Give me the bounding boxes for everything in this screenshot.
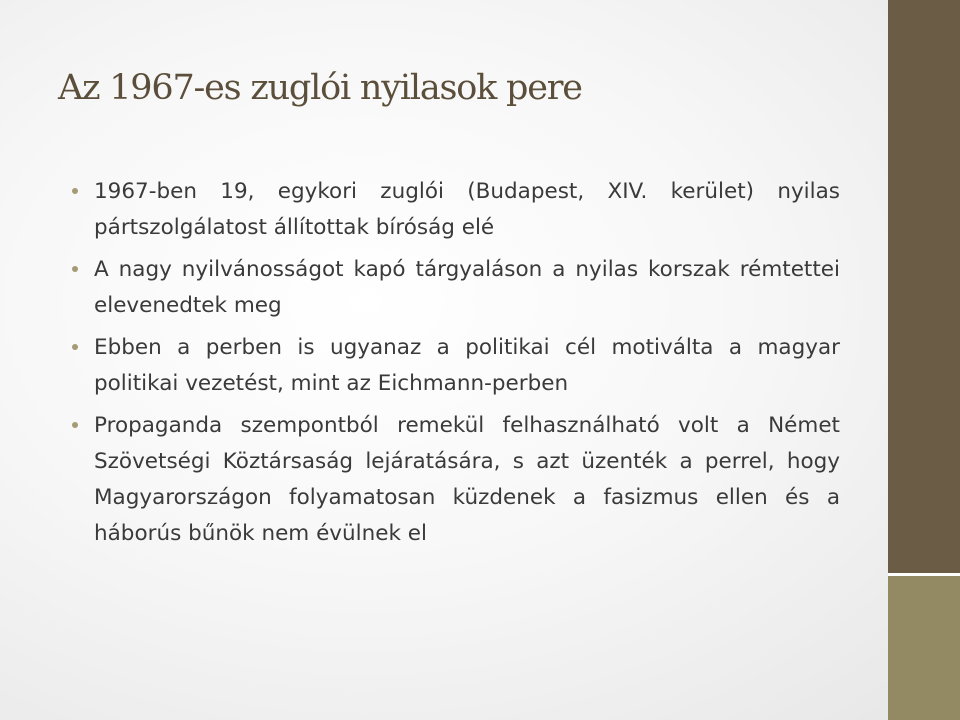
bullet-dot-icon	[72, 266, 78, 272]
bullet-item	[72, 408, 840, 552]
bullet-item	[72, 330, 840, 402]
bullet-dot-icon	[72, 188, 78, 194]
bullet-text: 1967-ben 19, egykori zuglói (Budapest, XIV. kerület) nyilas pártszolgálatost állítottak bíróság elé	[94, 179, 840, 240]
sidebar-accent-light	[888, 576, 960, 720]
bullet-text: A nagy nyilvánosságot kapó tárgyaláson a nyilas korszak rémtettei elevenedtek meg	[94, 257, 840, 318]
bullet-dot-icon	[72, 422, 78, 428]
bullet-dot-icon	[72, 344, 78, 350]
sidebar-accent-dark	[888, 0, 960, 576]
bullet-text: Ebben a perben is ugyanaz a politikai cél motiválta a magyar politikai vezetést, mint az Eichmann-perben	[94, 335, 840, 396]
bullet-text: Propaganda szempontból remekül felhasználható volt a Német Szövetségi Köztársaság lejáratására, s azt üzenték a perrel, hogy Magyarországon folyamatosan küzdenek a fasizmus ellen és a háborús bűnök nem évülnek el	[94, 413, 840, 546]
slide-title: Az 1967-es zuglói nyilasok pere	[58, 68, 582, 108]
bullet-item	[72, 252, 840, 324]
bullet-item	[72, 174, 840, 246]
bullet-list	[72, 174, 840, 558]
